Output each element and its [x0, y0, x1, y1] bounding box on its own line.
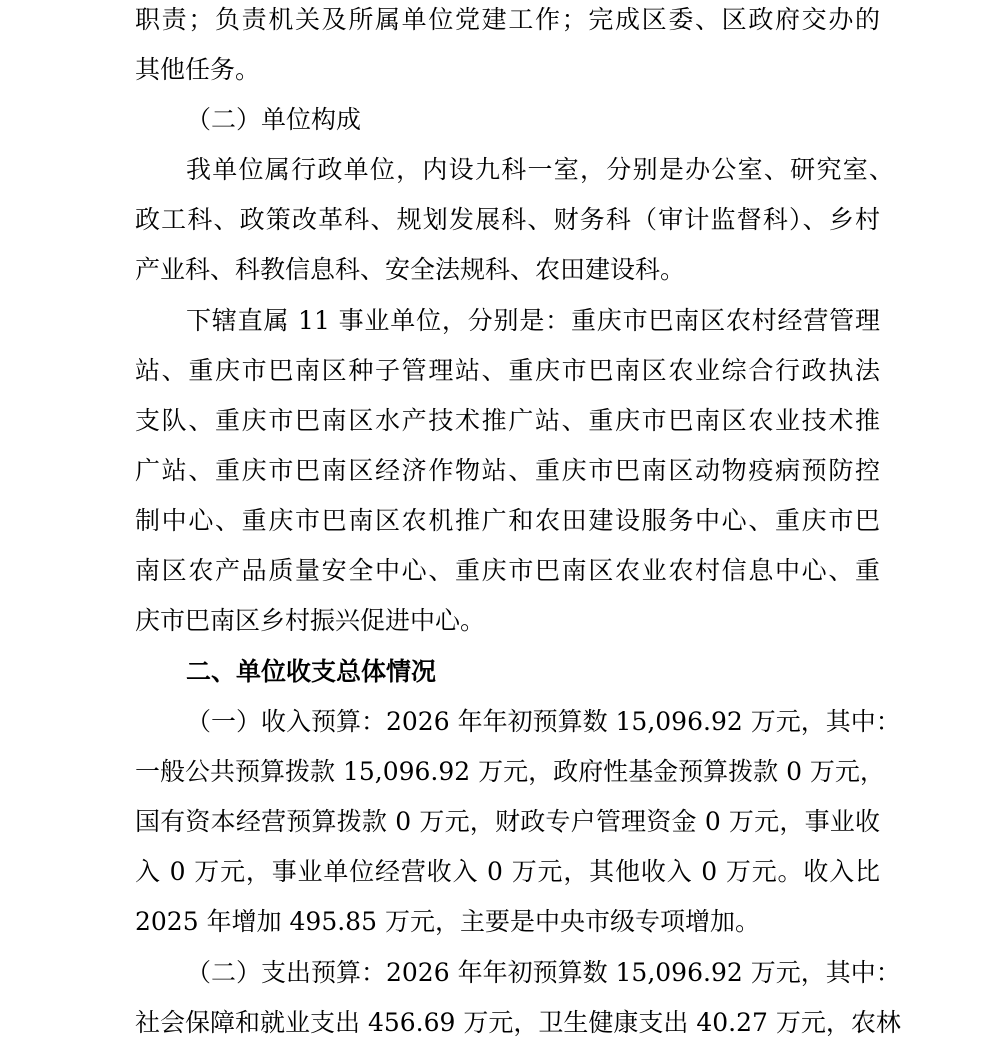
text-line: 其他任务。: [135, 55, 261, 84]
text-line: 支队、重庆市巴南区水产技术推广站、重庆市巴南区农业技术推: [135, 406, 880, 435]
text-line: 政工科、政策改革科、规划发展科、财务科（审计监督科）、乡村: [135, 205, 880, 234]
text-line: 制中心、重庆市巴南区农机推广和农田建设服务中心、重庆市巴: [135, 506, 880, 535]
text-line: 广站、重庆市巴南区经济作物站、重庆市巴南区动物疫病预防控: [135, 456, 880, 485]
text-line: 2025 年增加 495.85 万元，主要是中央市级专项增加。: [135, 907, 760, 936]
text-line: 一般公共预算拨款 15,096.92 万元，政府性基金预算拨款 0 万元，: [135, 757, 885, 786]
text-line: （二）支出预算：2026 年年初预算数 15,096.92 万元，其中：: [186, 958, 901, 987]
text-line: 社会保障和就业支出 456.69 万元，卫生健康支出 40.27 万元，农林: [135, 1008, 901, 1037]
text-line: 入 0 万元，事业单位经营收入 0 万元，其他收入 0 万元。收入比: [135, 857, 880, 886]
text-line: 国有资本经营预算拨款 0 万元，财政专户管理资金 0 万元，事业收: [135, 807, 880, 836]
text-line: 站、重庆市巴南区种子管理站、重庆市巴南区农业综合行政执法: [135, 356, 880, 385]
text-line: 产业科、科教信息科、安全法规科、农田建设科。: [135, 255, 686, 284]
text-line: 职责；负责机关及所属单位党建工作；完成区委、区政府交办的: [135, 5, 880, 34]
section-subheading: （二）单位构成: [186, 105, 362, 134]
section-heading: 二、单位收支总体情况: [186, 657, 437, 686]
text-line: 庆市巴南区乡村振兴促进中心。: [135, 606, 486, 635]
text-line: 南区农产品质量安全中心、重庆市巴南区农业农村信息中心、重: [135, 556, 880, 585]
text-line: （一）收入预算：2026 年年初预算数 15,096.92 万元，其中：: [186, 707, 901, 736]
text-line: 下辖直属 11 事业单位，分别是：重庆市巴南区农村经营管理: [186, 306, 880, 335]
text-line: 我单位属行政单位，内设九科一室，分别是办公室、研究室、: [186, 155, 894, 184]
